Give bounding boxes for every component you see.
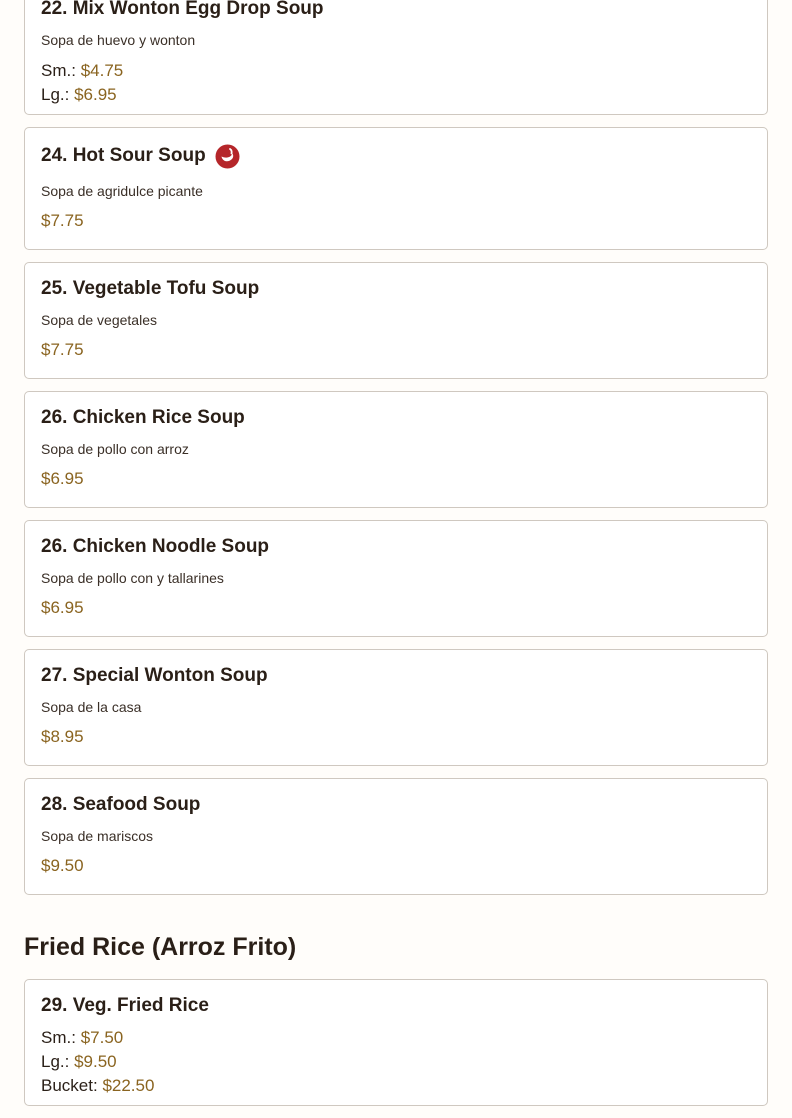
menu-item-card[interactable] bbox=[24, 391, 768, 508]
item-title-row bbox=[41, 793, 751, 817]
price-row bbox=[41, 338, 751, 362]
item-description: Sopa de huevo y wonton bbox=[41, 32, 196, 48]
price-label: Sm.: bbox=[41, 61, 76, 80]
price-value: $4.75 bbox=[80, 61, 124, 80]
price-value: $22.50 bbox=[102, 1076, 155, 1095]
price-list bbox=[41, 467, 751, 507]
price-list bbox=[41, 338, 751, 378]
item-title: 26. Chicken Rice Soup bbox=[41, 407, 245, 428]
menu-item-card[interactable] bbox=[24, 0, 768, 115]
price-label: Sm.: bbox=[41, 1028, 76, 1047]
price-row bbox=[41, 209, 751, 233]
item-title-row bbox=[41, 0, 751, 21]
item-title: 26. Chicken Noodle Soup bbox=[41, 536, 270, 557]
item-title: 27. Special Wonton Soup bbox=[41, 665, 268, 686]
item-description: Sopa de mariscos bbox=[41, 828, 154, 844]
price-label: Bucket: bbox=[41, 1076, 98, 1095]
price-row bbox=[41, 596, 751, 620]
price-value: $6.95 bbox=[41, 598, 84, 617]
price-row bbox=[41, 1050, 751, 1074]
item-description: Sopa de agridulce picante bbox=[41, 183, 203, 199]
price-list bbox=[41, 596, 751, 636]
menu-item-card[interactable] bbox=[24, 262, 768, 379]
item-title-row bbox=[41, 535, 751, 559]
item-description: Sopa de vegetales bbox=[41, 312, 157, 328]
item-title-row bbox=[41, 664, 751, 688]
price-list bbox=[41, 209, 751, 249]
item-title: 24. Hot Sour Soup bbox=[41, 145, 206, 166]
item-title-row bbox=[41, 277, 751, 301]
item-description: Sopa de pollo con arroz bbox=[41, 441, 189, 457]
price-row bbox=[41, 59, 751, 83]
price-value: $7.75 bbox=[41, 211, 84, 230]
item-title: 22. Mix Wonton Egg Drop Soup bbox=[41, 0, 324, 19]
price-list bbox=[41, 1026, 751, 1105]
item-title: 29. Veg. Fried Rice bbox=[41, 995, 209, 1016]
price-row bbox=[41, 1074, 751, 1098]
price-value: $6.95 bbox=[41, 469, 84, 488]
menu-item-card[interactable] bbox=[24, 979, 768, 1106]
price-list bbox=[41, 725, 751, 765]
chili-pepper-icon bbox=[215, 144, 240, 169]
item-title-row bbox=[41, 142, 751, 170]
price-list bbox=[41, 854, 751, 894]
menu-item-card[interactable] bbox=[24, 649, 768, 766]
price-value: $9.50 bbox=[74, 1052, 117, 1071]
price-row bbox=[41, 83, 751, 107]
section-heading-fried-rice: Fried Rice (Arroz Frito) bbox=[24, 933, 297, 961]
menu-list bbox=[24, 0, 768, 1118]
price-value: $7.75 bbox=[41, 340, 84, 359]
price-value: $9.50 bbox=[41, 856, 84, 875]
menu-item-card[interactable] bbox=[24, 520, 768, 637]
menu-item-card[interactable] bbox=[24, 127, 768, 250]
item-title: 25. Vegetable Tofu Soup bbox=[41, 278, 260, 299]
price-row bbox=[41, 725, 751, 749]
price-value: $7.50 bbox=[80, 1028, 124, 1047]
price-row bbox=[41, 854, 751, 878]
item-title-row bbox=[41, 994, 751, 1018]
price-row bbox=[41, 1026, 751, 1050]
menu-item-card[interactable] bbox=[24, 778, 768, 895]
price-list bbox=[41, 59, 751, 114]
price-value: $8.95 bbox=[41, 727, 84, 746]
item-title: 28. Seafood Soup bbox=[41, 794, 201, 815]
price-value: $6.95 bbox=[74, 85, 117, 104]
price-row bbox=[41, 467, 751, 491]
item-description: Sopa de pollo con y tallarines bbox=[41, 570, 224, 586]
item-title-row bbox=[41, 406, 751, 430]
price-label: Lg.: bbox=[41, 1052, 70, 1071]
price-label: Lg.: bbox=[41, 85, 70, 104]
item-description: Sopa de la casa bbox=[41, 699, 142, 715]
